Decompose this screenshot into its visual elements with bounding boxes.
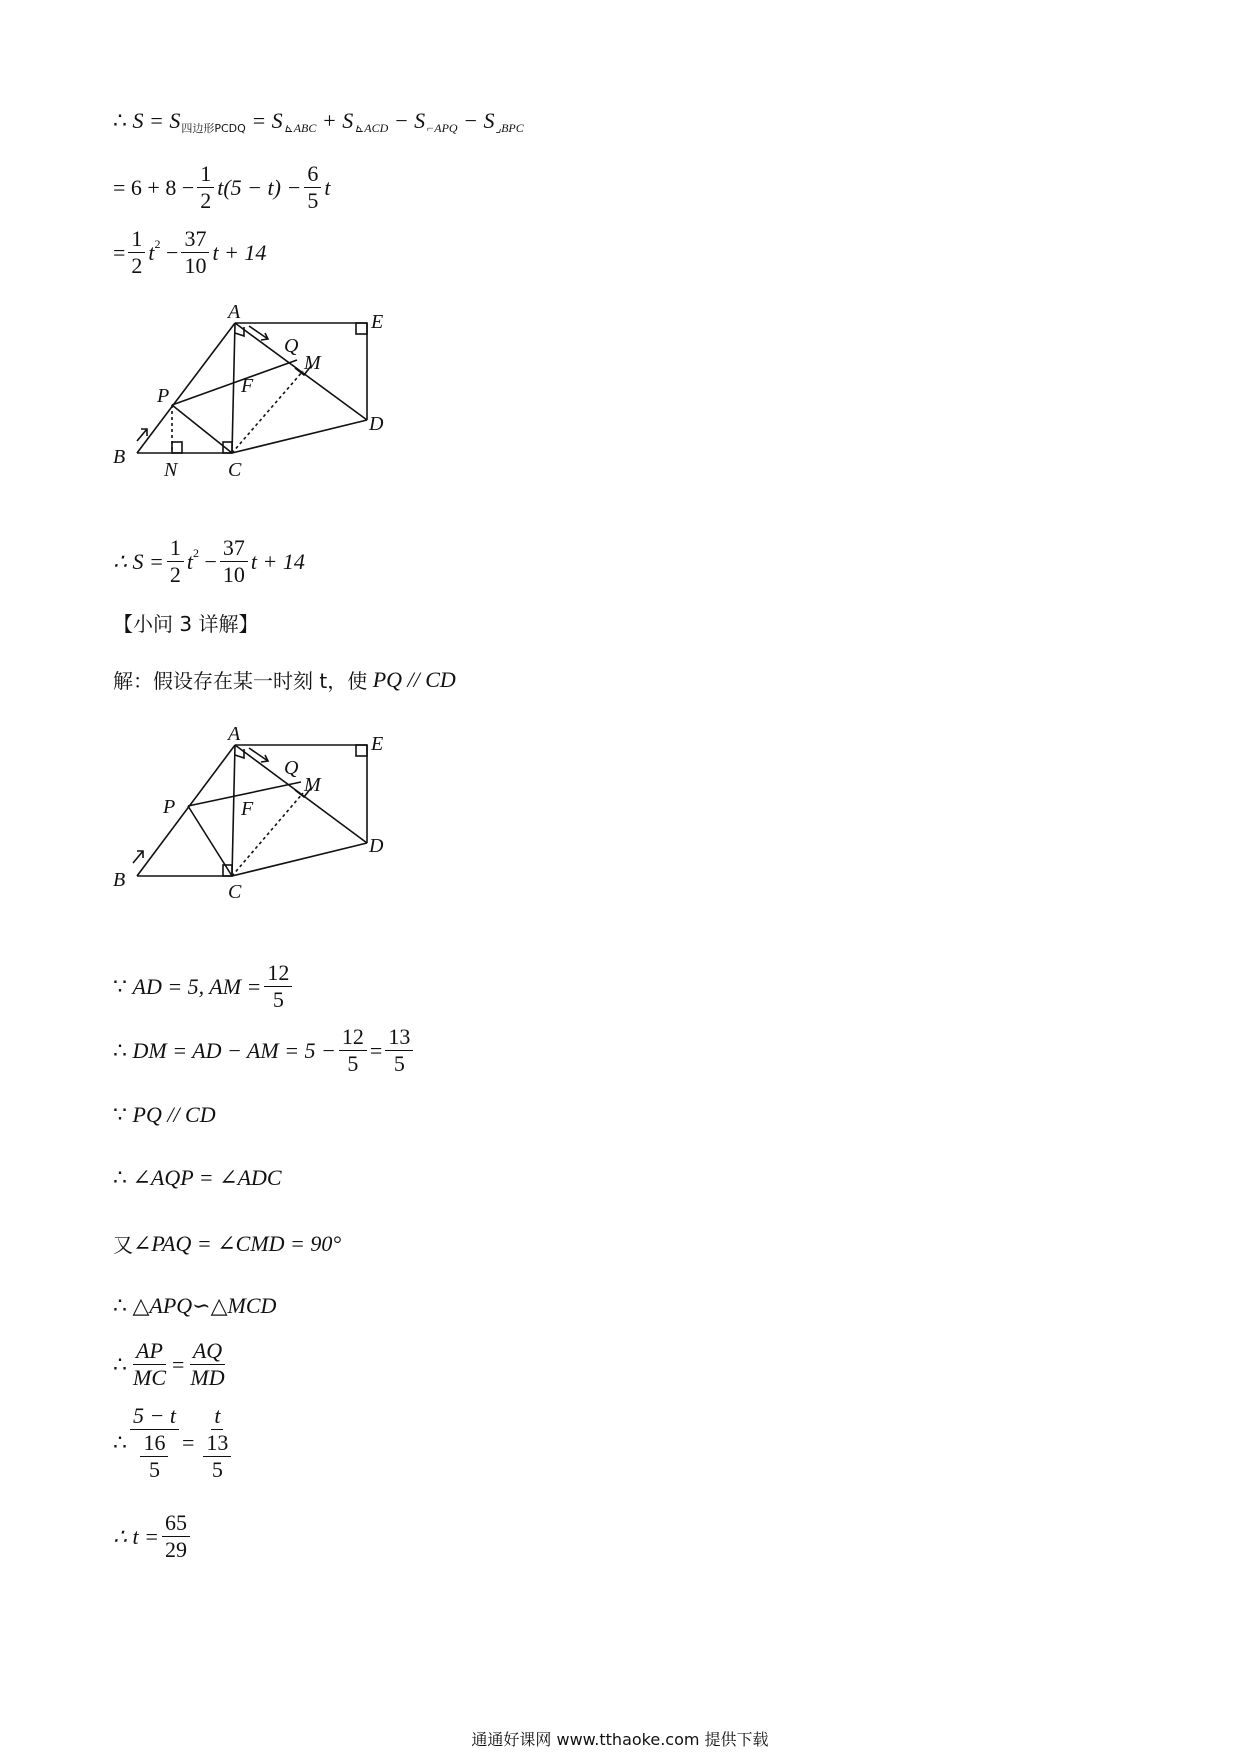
numerator: 65 xyxy=(162,1512,190,1537)
numerator: 12 xyxy=(339,1026,367,1051)
label-e: E xyxy=(371,733,384,755)
sub-apq: ⌐APQ xyxy=(426,120,458,135)
label-f: F xyxy=(241,798,254,820)
label-p: P xyxy=(157,385,170,407)
geometry-figure-2 xyxy=(100,715,410,905)
label-a: A xyxy=(228,723,241,745)
numerator: 37 xyxy=(220,537,248,562)
label-b: B xyxy=(113,869,126,891)
fraction-37-10 xyxy=(220,537,248,586)
expr-tail: t + 14 xyxy=(250,548,305,574)
therefore-symbol: ∴ xyxy=(113,1351,127,1377)
label-f: F xyxy=(241,375,254,397)
sub-acd: ⊾ACD xyxy=(354,120,389,135)
numerator: 1 xyxy=(167,537,184,562)
because-symbol: ∵ xyxy=(113,1102,127,1127)
label-q: Q xyxy=(284,757,299,779)
label-c: C xyxy=(228,459,242,481)
area-formula-line xyxy=(113,108,524,134)
numerator: 16 xyxy=(140,1432,168,1457)
eq-s: = S xyxy=(251,108,283,133)
geometry-figure-1 xyxy=(100,295,410,485)
step-expr: PQ // CD xyxy=(132,1102,216,1127)
label-q: Q xyxy=(284,335,299,357)
assumption-text: 解：假设存在某一时刻 t，使 xyxy=(113,669,368,693)
step-parallel xyxy=(113,1102,216,1128)
numerator: t xyxy=(211,1405,223,1430)
denominator: 2 xyxy=(200,188,212,213)
fraction-aq-md xyxy=(187,1340,227,1389)
label-m: M xyxy=(304,774,321,796)
denominator: 10 xyxy=(184,253,207,278)
exponent: 2 xyxy=(192,546,199,560)
expr-tail: t xyxy=(324,174,331,200)
numerator: 12 xyxy=(264,962,292,987)
exponent: 2 xyxy=(154,237,161,251)
denominator: 5 xyxy=(148,1457,160,1482)
therefore-symbol: ∴ xyxy=(113,1293,127,1318)
step-similar xyxy=(113,1293,276,1319)
denominator: 5 xyxy=(347,1051,359,1076)
variable-t: t xyxy=(148,239,155,265)
plus-s: + S xyxy=(321,108,354,133)
fraction-ap-mc xyxy=(130,1340,169,1389)
expr-middle: t(5 − t) − xyxy=(217,174,302,200)
step-ratio xyxy=(113,1340,231,1389)
step-expr: ∠AQP = ∠ADC xyxy=(132,1165,282,1190)
numerator: 5 − t xyxy=(130,1405,179,1430)
variable-t: t xyxy=(186,548,193,574)
denominator: 10 xyxy=(222,562,245,587)
denominator: 2 xyxy=(131,253,143,278)
label-n: N xyxy=(164,459,178,481)
also-word: 又 xyxy=(113,1233,133,1257)
numerator: 1 xyxy=(197,163,214,188)
numerator: AP xyxy=(133,1340,166,1365)
minus-sign: − xyxy=(166,239,179,265)
minus-s-2: − S xyxy=(463,108,495,133)
fraction-half xyxy=(197,163,214,212)
step-right-angles xyxy=(113,1229,341,1258)
denominator xyxy=(134,1430,174,1481)
numerator: 37 xyxy=(181,228,209,253)
therefore-symbol: ∴ xyxy=(113,108,127,133)
equals-sign: = xyxy=(172,1351,185,1377)
area-expression-line xyxy=(113,163,330,212)
step-solution xyxy=(113,1512,193,1561)
step-given xyxy=(113,962,295,1011)
step-expr: DM = AD − AM = 5 − xyxy=(132,1037,336,1063)
label-e: E xyxy=(371,311,384,333)
numerator: 1 xyxy=(128,228,145,253)
numerator: 13 xyxy=(385,1026,413,1051)
numerator: AQ xyxy=(190,1340,225,1365)
label-d: D xyxy=(369,835,384,857)
label-b: B xyxy=(113,446,126,468)
parallel-relation: PQ // CD xyxy=(372,666,456,692)
section-heading: 【小问 3 详解】 xyxy=(113,612,259,636)
complex-fraction-right xyxy=(197,1405,237,1481)
therefore-symbol: ∴ xyxy=(113,1037,127,1063)
area-result-line xyxy=(113,537,305,586)
fraction-half xyxy=(128,228,145,277)
therefore-symbol: ∴ xyxy=(113,1165,127,1190)
denominator: 29 xyxy=(164,1537,187,1562)
fraction-37-10 xyxy=(181,228,209,277)
fraction-12-5 xyxy=(264,962,292,1011)
denominator: 5 xyxy=(272,987,284,1012)
label-c: C xyxy=(228,881,242,903)
expr-lead: = xyxy=(113,239,126,265)
inner-fraction xyxy=(140,1432,168,1481)
step-angle-equal xyxy=(113,1165,282,1191)
denominator: 5 xyxy=(393,1051,405,1076)
denominator: 5 xyxy=(211,1457,223,1482)
equals-sign: = xyxy=(181,1430,195,1455)
step-substitute xyxy=(113,1405,240,1481)
label-a: A xyxy=(228,301,241,323)
sub-bpc: ⌟BPC xyxy=(495,120,524,135)
step-dm xyxy=(113,1026,416,1075)
label-m: M xyxy=(304,352,321,374)
denominator xyxy=(197,1430,237,1481)
label-d: D xyxy=(369,413,384,435)
denominator: MD xyxy=(190,1365,225,1390)
step-expr: △APQ∽△MCD xyxy=(132,1293,277,1318)
s-lhs: S = S xyxy=(132,108,181,133)
step-expr: AD = 5, AM = xyxy=(132,973,262,999)
denominator: 2 xyxy=(169,562,181,587)
expr-lead: ∴ S = xyxy=(113,548,164,574)
denominator: MC xyxy=(133,1365,166,1390)
expr-lead: = 6 + 8 − xyxy=(113,174,195,200)
sub-abc: ⊾ABC xyxy=(283,120,317,135)
fraction-six-fifths xyxy=(304,163,321,212)
numerator: 13 xyxy=(203,1432,231,1457)
assumption-line xyxy=(113,665,456,694)
quad-subscript: 四边形PCDQ xyxy=(181,122,246,135)
step-expr: ∠PAQ = ∠CMD = 90° xyxy=(133,1230,342,1256)
inner-fraction xyxy=(203,1432,231,1481)
minus-sign: − xyxy=(204,548,217,574)
fraction-12-5 xyxy=(339,1026,367,1075)
fraction-65-29 xyxy=(162,1512,190,1561)
area-simplified-line xyxy=(113,228,266,277)
because-symbol: ∵ xyxy=(113,973,127,999)
fraction-13-5 xyxy=(385,1026,413,1075)
fraction-half xyxy=(167,537,184,586)
complex-fraction-left xyxy=(130,1405,179,1481)
therefore-symbol: ∴ xyxy=(113,1430,127,1455)
step-expr: ∴ t = xyxy=(113,1523,159,1549)
denominator: 5 xyxy=(307,188,319,213)
equals-sign: = xyxy=(369,1037,383,1063)
page-footer: 通通好课网 www.tthaoke.com 提供下载 xyxy=(471,1730,769,1749)
expr-tail: t + 14 xyxy=(212,239,267,265)
numerator: 6 xyxy=(304,163,321,188)
minus-s-1: − S xyxy=(393,108,426,133)
label-p: P xyxy=(163,796,176,818)
